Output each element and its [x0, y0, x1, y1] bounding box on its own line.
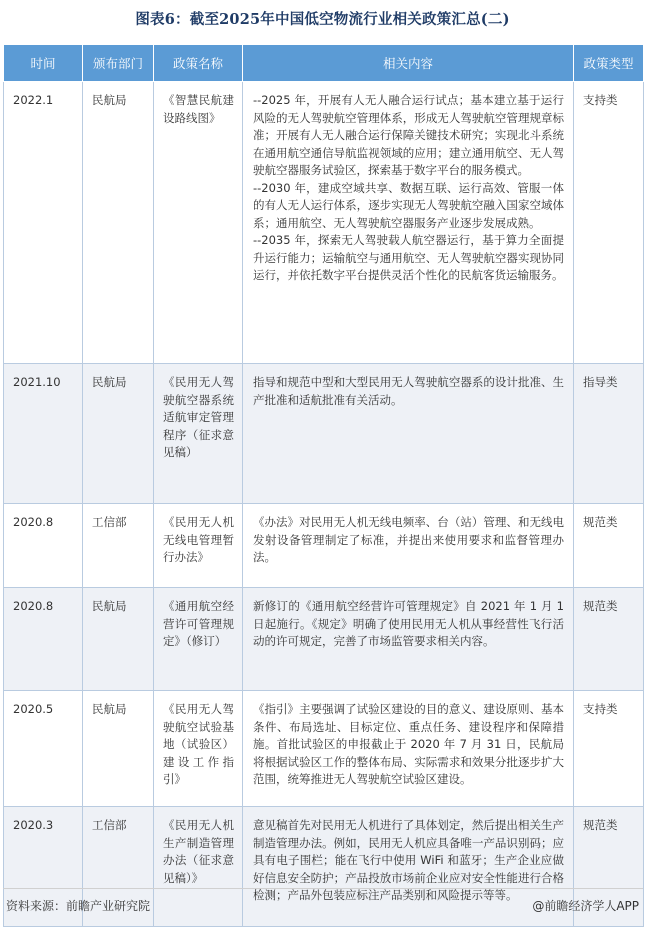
cell-type: 规范类: [574, 807, 644, 927]
header-name: 政策名称: [154, 45, 243, 82]
header-time: 时间: [4, 45, 83, 82]
header-content: 相关内容: [243, 45, 574, 82]
content-paragraph: 《办法》对民用无人机无线电频率、台（站）管理、和无线电发射设备管理制定了标准，并提出来使用要求和监督管理办法。: [253, 515, 564, 564]
cell-time: 2021.10: [4, 364, 83, 504]
content-paragraph: 新修订的《通用航空经营许可管理规定》自 2021 年 1 月 1 日起施行。《规定》明确了使用民用无人机从事经营性飞行活动的许可规定，完善了市场监管要求相关内容。: [253, 599, 564, 648]
cell-dept: 民航局: [83, 691, 154, 807]
cell-policy-name: 《民用无人驾驶航空试验基地（试验区）建设工作指引》: [154, 691, 243, 807]
cell-policy-name: 《智慧民航建设路线图》: [154, 82, 243, 364]
cell-type: 规范类: [574, 504, 644, 588]
content-paragraph: 《指引》主要强调了试验区建设的目的意义、建设原则、基本条件、布局选址、目标定位、重点任务、建设程序和保障措施。首批试验区的申报截止于 2020 年 7 月 31 日，民航局将根据试验区工作的整体布局、实际需求和效果分批逐步扩大范围，统筹推进无人驾驶航空试验区建设。: [253, 702, 564, 786]
cell-dept: 民航局: [83, 82, 154, 364]
cell-policy-name: 《民用无人机生产制造管理办法（征求意见稿）》: [154, 807, 243, 927]
cell-dept: 民航局: [83, 364, 154, 504]
cell-policy-name: 《通用航空经营许可管理规定》（修订）: [154, 588, 243, 691]
content-paragraph: 指导和规范中型和大型民用无人驾驶航空器系的设计批准、生产批准和适航批准有关活动。: [253, 375, 564, 407]
cell-dept: 工信部: [83, 807, 154, 927]
cell-time: 2020.8: [4, 588, 83, 691]
cell-time: 2022.1: [4, 82, 83, 364]
content-paragraph: --2035 年，探索无人驾驶载人航空器运行，基于算力全面提升运行能力；运输航空与通用航空、无人驾驶航空器实现协同运行，并依托数字平台提供灵活个性化的民航客货运输服务。: [253, 233, 564, 282]
cell-type: 指导类: [574, 364, 644, 504]
content-paragraph: --2025 年，开展有人无人融合运行试点；基本建立基于运行风险的无人驾驶航空管理体系，形成无人驾驶航空管理规章标准；开展有人无人融合运行保障关键技术研究；实现北斗系统在通用航空通信导航监视领域的应用；建立通用航空、无人驾驶航空器服务试验区，探索基于数字平台的服务模式。: [253, 93, 564, 177]
cell-dept: 民航局: [83, 588, 154, 691]
table-row: [4, 364, 644, 504]
chart-title: 图表6：截至2025年中国低空物流行业相关政策汇总(二): [135, 11, 510, 28]
cell-time: 2020.8: [4, 504, 83, 588]
cell-type: 支持类: [574, 691, 644, 807]
cell-policy-name: 《民用无人驾驶航空器系统适航审定管理程序（征求意见稿）: [154, 364, 243, 504]
cell-content: [243, 807, 574, 927]
cell-content: [243, 588, 574, 691]
cell-content: [243, 82, 574, 364]
table-header-row: [4, 45, 644, 82]
cell-dept: 工信部: [83, 504, 154, 588]
table-row: [4, 504, 644, 588]
cell-content: [243, 364, 574, 504]
cell-time: 2020.5: [4, 691, 83, 807]
cell-content: [243, 504, 574, 588]
table-row: [4, 82, 644, 364]
brand-credit: @前瞻经济学人APP: [532, 899, 639, 913]
cell-policy-name: 《民用无人机无线电管理暂行办法》: [154, 504, 243, 588]
table-row: [4, 691, 644, 807]
cell-content: [243, 691, 574, 807]
cell-type: 支持类: [574, 82, 644, 364]
cell-time: 2020.3: [4, 807, 83, 927]
policy-table: [3, 44, 644, 927]
content-paragraph: 意见稿首先对民用无人机进行了具体划定，然后提出相关生产制造管理办法。例如，民用无人机应具备唯一产品识别码；应具有电子围栏；能在飞行中使用 WiFi 和蓝牙；生产企业应做好信息安全防护；产品投放市场前企业应对安全性能进行合格检测；产品外包装应标注产品类别和风险提示等等。: [253, 818, 564, 902]
header-dept: 颁布部门: [83, 45, 154, 82]
table-row: [4, 588, 644, 691]
cell-type: 规范类: [574, 588, 644, 691]
source-note: 资料来源：前瞻产业研究院: [6, 899, 151, 913]
footer-divider: [3, 888, 643, 889]
content-paragraph: --2030 年，建成空域共享、数据互联、运行高效、管服一体的有人无人运行体系，逐步实现无人驾驶航空融入国家空域体系；通用航空、无人驾驶航空器服务产业逐步发展成熟。: [253, 180, 564, 230]
header-type: 政策类型: [574, 45, 644, 82]
